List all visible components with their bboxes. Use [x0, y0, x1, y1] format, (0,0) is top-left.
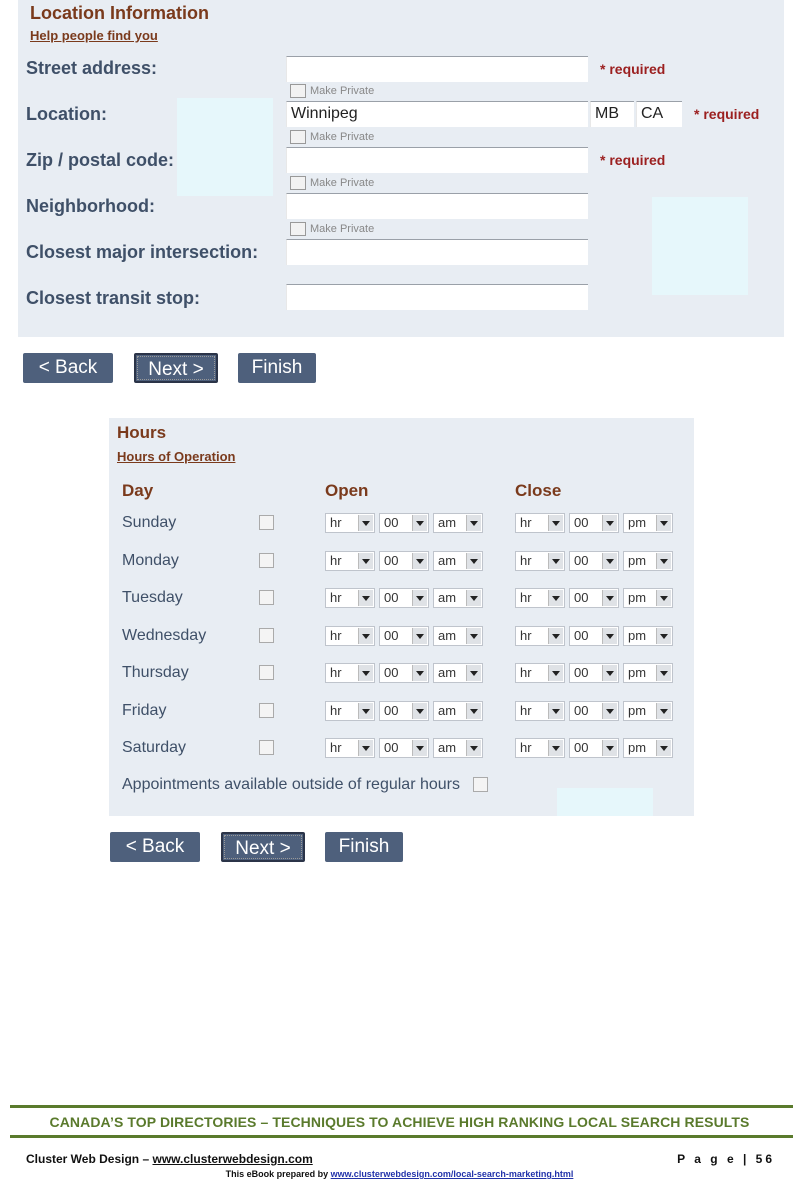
- neighborhood-label: Neighborhood:: [26, 196, 155, 216]
- open-hour-select[interactable]: hr: [325, 551, 375, 571]
- company-link[interactable]: www.clusterwebdesign.com: [152, 1152, 313, 1166]
- close-minute-select[interactable]: 00: [569, 626, 619, 646]
- dropdown-arrow-icon[interactable]: [358, 703, 373, 719]
- open-hour-select[interactable]: hr: [325, 626, 375, 646]
- dropdown-arrow-icon[interactable]: [466, 665, 481, 681]
- day-closed-checkbox[interactable]: [259, 740, 274, 755]
- dropdown-arrow-icon[interactable]: [656, 740, 671, 756]
- dropdown-arrow-icon[interactable]: [466, 553, 481, 569]
- open-minute-select[interactable]: 00: [379, 551, 429, 571]
- city-input[interactable]: Winnipeg: [286, 101, 588, 127]
- close-ampm-select[interactable]: pm: [623, 551, 673, 571]
- dropdown-arrow-icon[interactable]: [602, 590, 617, 606]
- open-minute-select[interactable]: 00: [379, 738, 429, 758]
- back-button[interactable]: < Back: [23, 353, 113, 383]
- close-hour-select[interactable]: hr: [515, 663, 565, 683]
- dropdown-arrow-icon[interactable]: [466, 590, 481, 606]
- close-hour-select[interactable]: hr: [515, 513, 565, 533]
- close-minute-select[interactable]: 00: [569, 738, 619, 758]
- close-ampm-select[interactable]: pm: [623, 513, 673, 533]
- appointments-label: Appointments available outside of regular hours: [122, 776, 460, 793]
- open-hour-select[interactable]: hr: [325, 588, 375, 608]
- close-ampm-select[interactable]: pm: [623, 588, 673, 608]
- dropdown-arrow-icon[interactable]: [358, 665, 373, 681]
- open-minute-select[interactable]: 00: [379, 663, 429, 683]
- day-column-header: Day: [122, 481, 154, 500]
- checkbox-icon[interactable]: [290, 176, 306, 190]
- dropdown-arrow-icon[interactable]: [548, 590, 563, 606]
- dropdown-arrow-icon[interactable]: [358, 590, 373, 606]
- tint-block: [177, 98, 273, 196]
- prepared-link[interactable]: www.clusterwebdesign.com/local-search-marketing.html: [330, 1169, 574, 1179]
- dropdown-arrow-icon[interactable]: [656, 553, 671, 569]
- open-ampm-select[interactable]: am: [433, 701, 483, 721]
- day-name: Friday: [122, 701, 167, 719]
- finish-button[interactable]: Finish: [325, 832, 403, 862]
- close-minute-select[interactable]: 00: [569, 513, 619, 533]
- zip-label: Zip / postal code:: [26, 150, 175, 170]
- dropdown-arrow-icon[interactable]: [548, 628, 563, 644]
- close-minute-select[interactable]: 00: [569, 701, 619, 721]
- open-ampm-select[interactable]: am: [433, 513, 483, 533]
- hours-panel: [109, 418, 694, 816]
- dropdown-arrow-icon[interactable]: [656, 665, 671, 681]
- close-ampm-select[interactable]: pm: [623, 701, 673, 721]
- hours-row: [109, 737, 694, 761]
- dropdown-arrow-icon[interactable]: [358, 515, 373, 531]
- open-hour-select[interactable]: hr: [325, 513, 375, 533]
- dropdown-arrow-icon[interactable]: [358, 553, 373, 569]
- dropdown-arrow-icon[interactable]: [412, 515, 427, 531]
- close-minute-select[interactable]: 00: [569, 588, 619, 608]
- open-ampm-select[interactable]: am: [433, 626, 483, 646]
- hours-row: [109, 662, 694, 686]
- close-minute-select[interactable]: 00: [569, 551, 619, 571]
- dropdown-arrow-icon[interactable]: [548, 553, 563, 569]
- dropdown-arrow-icon[interactable]: [548, 665, 563, 681]
- open-column-header: Open: [325, 481, 369, 500]
- location-title: Location Information: [30, 3, 209, 23]
- hours-row: [109, 550, 694, 574]
- day-closed-checkbox[interactable]: [259, 515, 274, 530]
- dropdown-arrow-icon[interactable]: [358, 740, 373, 756]
- dropdown-arrow-icon[interactable]: [602, 628, 617, 644]
- dropdown-arrow-icon[interactable]: [466, 628, 481, 644]
- open-minute-select[interactable]: 00: [379, 626, 429, 646]
- hours-title: Hours: [117, 423, 167, 442]
- page-number: P a g e | 56: [677, 1152, 775, 1166]
- close-hour-select[interactable]: hr: [515, 738, 565, 758]
- day-name: Monday: [122, 551, 179, 569]
- dropdown-arrow-icon[interactable]: [412, 628, 427, 644]
- day-name: Wednesday: [122, 626, 207, 644]
- dropdown-arrow-icon[interactable]: [656, 590, 671, 606]
- next-button[interactable]: Next >: [221, 832, 305, 862]
- dropdown-arrow-icon[interactable]: [412, 665, 427, 681]
- checkbox-icon[interactable]: [290, 84, 306, 98]
- dropdown-arrow-icon[interactable]: [412, 740, 427, 756]
- dropdown-arrow-icon[interactable]: [358, 628, 373, 644]
- tint-block: [652, 197, 748, 295]
- hours-of-operation-link[interactable]: Hours of Operation: [117, 449, 236, 464]
- transit-input[interactable]: [286, 284, 588, 310]
- open-minute-select[interactable]: 00: [379, 588, 429, 608]
- day-name: Tuesday: [122, 589, 183, 606]
- close-hour-select[interactable]: hr: [515, 551, 565, 571]
- country-input[interactable]: CA: [636, 101, 682, 127]
- footer-title: CANADA’S TOP DIRECTORIES – TECHNIQUES TO ACHIEVE HIGH RANKING LOCAL SEARCH RESULTS: [49, 1114, 750, 1130]
- back-button[interactable]: < Back: [110, 832, 200, 862]
- dropdown-arrow-icon[interactable]: [412, 703, 427, 719]
- dropdown-arrow-icon[interactable]: [412, 590, 427, 606]
- close-hour-select[interactable]: hr: [515, 588, 565, 608]
- location-panel: [18, 0, 784, 337]
- help-link[interactable]: Help people find you: [30, 28, 158, 43]
- open-minute-select[interactable]: 00: [379, 701, 429, 721]
- dropdown-arrow-icon[interactable]: [656, 515, 671, 531]
- dropdown-arrow-icon[interactable]: [656, 703, 671, 719]
- required-note: * required: [600, 61, 666, 77]
- day-name: Thursday: [122, 664, 189, 681]
- close-column-header: Close: [515, 481, 562, 500]
- hours-row: [109, 700, 694, 724]
- open-ampm-select[interactable]: am: [433, 551, 483, 571]
- dropdown-arrow-icon[interactable]: [602, 703, 617, 719]
- open-hour-select[interactable]: hr: [325, 701, 375, 721]
- tint-block: [557, 788, 653, 816]
- open-ampm-select[interactable]: am: [433, 738, 483, 758]
- make-private-location[interactable]: Make Private: [290, 130, 374, 144]
- day-name: Sunday: [122, 514, 177, 531]
- required-note: * required: [600, 152, 666, 168]
- footer-bottom-rule: [10, 1135, 793, 1138]
- dropdown-arrow-icon[interactable]: [602, 553, 617, 569]
- dropdown-arrow-icon[interactable]: [548, 740, 563, 756]
- checkbox-icon[interactable]: [290, 222, 306, 236]
- location-label: Location:: [26, 104, 107, 124]
- zip-input[interactable]: [286, 147, 588, 173]
- transit-label: Closest transit stop:: [26, 288, 201, 308]
- intersection-input[interactable]: [286, 239, 588, 265]
- prepared-by: This eBook prepared by www.clusterwebdesign.com/local-search-marketing.html: [225, 1169, 574, 1179]
- dropdown-arrow-icon[interactable]: [412, 553, 427, 569]
- province-input[interactable]: MB: [590, 101, 634, 127]
- required-note: * required: [694, 106, 760, 122]
- day-name: Saturday: [122, 739, 187, 756]
- open-ampm-select[interactable]: am: [433, 663, 483, 683]
- footer-top-rule: [10, 1105, 793, 1108]
- hours-row: [109, 587, 694, 611]
- open-hour-select[interactable]: hr: [325, 663, 375, 683]
- dropdown-arrow-icon[interactable]: [466, 515, 481, 531]
- day-closed-checkbox[interactable]: [259, 628, 274, 643]
- dropdown-arrow-icon[interactable]: [602, 515, 617, 531]
- next-button[interactable]: Next >: [134, 353, 218, 383]
- dropdown-arrow-icon[interactable]: [548, 703, 563, 719]
- open-hour-select[interactable]: hr: [325, 738, 375, 758]
- day-closed-checkbox[interactable]: [259, 590, 274, 605]
- street-address-label: Street address:: [26, 58, 158, 78]
- street-address-input[interactable]: [286, 56, 588, 82]
- dropdown-arrow-icon[interactable]: [602, 665, 617, 681]
- hours-row: [109, 625, 694, 649]
- checkbox-icon[interactable]: [290, 130, 306, 144]
- day-closed-checkbox[interactable]: [259, 665, 274, 680]
- day-closed-checkbox[interactable]: [259, 703, 274, 718]
- make-private-zip[interactable]: Make Private: [290, 176, 374, 190]
- dropdown-arrow-icon[interactable]: [466, 740, 481, 756]
- close-minute-select[interactable]: 00: [569, 663, 619, 683]
- close-ampm-select[interactable]: pm: [623, 738, 673, 758]
- neighborhood-input[interactable]: [286, 193, 588, 219]
- finish-button[interactable]: Finish: [238, 353, 316, 383]
- close-ampm-select[interactable]: pm: [623, 663, 673, 683]
- dropdown-arrow-icon[interactable]: [602, 740, 617, 756]
- intersection-label: Closest major intersection:: [26, 242, 259, 262]
- appointments-checkbox[interactable]: [473, 777, 488, 792]
- dropdown-arrow-icon[interactable]: [656, 628, 671, 644]
- dropdown-arrow-icon[interactable]: [466, 703, 481, 719]
- hours-row: [109, 512, 694, 536]
- close-ampm-select[interactable]: pm: [623, 626, 673, 646]
- day-closed-checkbox[interactable]: [259, 553, 274, 568]
- dropdown-arrow-icon[interactable]: [548, 515, 563, 531]
- close-hour-select[interactable]: hr: [515, 701, 565, 721]
- footer-company: Cluster Web Design – www.clusterwebdesign.com: [26, 1152, 313, 1166]
- make-private-street[interactable]: Make Private: [290, 84, 374, 98]
- close-hour-select[interactable]: hr: [515, 626, 565, 646]
- make-private-neighborhood[interactable]: Make Private: [290, 222, 374, 236]
- open-ampm-select[interactable]: am: [433, 588, 483, 608]
- open-minute-select[interactable]: 00: [379, 513, 429, 533]
